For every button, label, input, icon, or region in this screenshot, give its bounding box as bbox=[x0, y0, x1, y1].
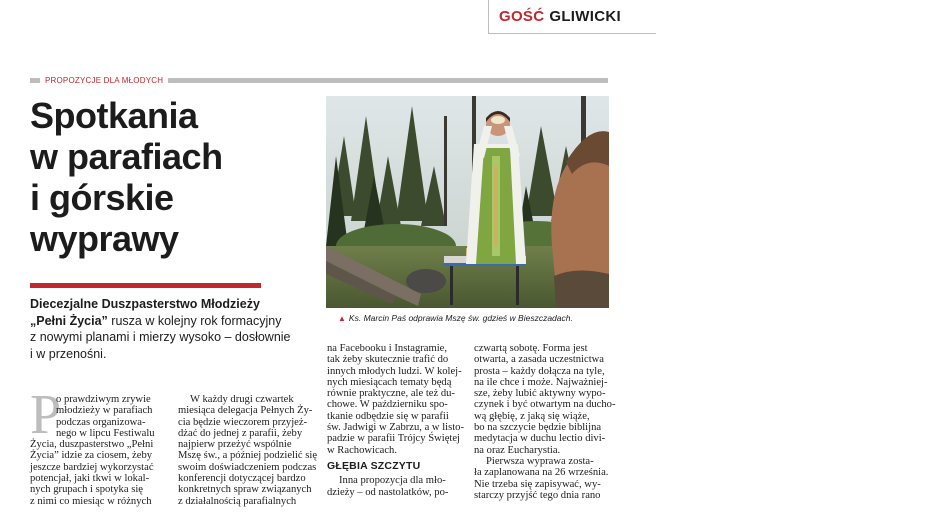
body-line: nych miesiącach tematy będą bbox=[327, 376, 452, 388]
body-line: tkanie odbędzie się w parafii bbox=[327, 410, 449, 422]
article-subhead: GŁĘBIA SZCZYTU bbox=[327, 459, 421, 472]
lead-paragraph bbox=[30, 296, 320, 362]
body-line: swoim doświadczeniem podczas bbox=[178, 461, 317, 473]
body-line: z działalnością parafialnych bbox=[178, 495, 297, 507]
body-line: dzieży – od nastolatków, po- bbox=[327, 486, 449, 498]
body-line: na Facebooku i Instagramie, bbox=[327, 343, 448, 354]
headline-rule bbox=[30, 283, 261, 288]
body-line: starczy przyjść tego dnia rano bbox=[474, 489, 601, 501]
body-line: najpierw przeżyć wspólnie bbox=[178, 439, 292, 451]
caption-text: Ks. Marcin Paś odprawia Mszę św. gdzieś w Bieszczadach. bbox=[348, 313, 573, 323]
lead-bold: „Pełni Życia” bbox=[30, 313, 108, 328]
body-line: miesiąca delegacja Pełnych Ży- bbox=[178, 405, 313, 417]
body-line: tak żeby skutecznie trafić do bbox=[327, 354, 449, 366]
article-column-1 bbox=[30, 394, 170, 507]
body-line: w Rachowicach. bbox=[327, 444, 398, 456]
body-line: nego w lipcu Festiwalu bbox=[56, 427, 155, 439]
body-line: otwarta, a zasada uczestnictwa bbox=[474, 354, 604, 366]
body-line: medytacja w duchu lectio divi- bbox=[474, 433, 606, 445]
body-line: czwartą sobotę. Forma jest bbox=[474, 343, 588, 354]
lead-text: rusza w kolejny rok formacyjny bbox=[107, 313, 282, 328]
headline-line: w parafiach bbox=[30, 136, 223, 177]
body-line: Inna propozycja dla mło- bbox=[339, 475, 446, 487]
body-line: nych grupach i spotyka się bbox=[30, 484, 143, 496]
body-line: konferencji dotyczącej bardzo bbox=[178, 473, 306, 485]
article-column-3 bbox=[327, 343, 467, 498]
body-line: potencjał, jaki tkwi w lokal- bbox=[30, 473, 150, 485]
body-line: czynek i być otwartym na ducho- bbox=[474, 399, 616, 411]
body-line: Nie trzeba się zapisywać, wy- bbox=[474, 478, 601, 490]
headline-line: Spotkania bbox=[30, 95, 198, 136]
body-line: Pierwsza wyprawa zosta- bbox=[486, 455, 594, 467]
body-line: prosta – każdy dołącza na tyle, bbox=[474, 365, 605, 377]
body-line: Mszę św., a później podzielić się bbox=[178, 450, 318, 462]
body-line: dżać do jednej z parafii, żeby bbox=[178, 427, 303, 439]
headline-line: wyprawy bbox=[30, 218, 179, 259]
masthead bbox=[488, 0, 656, 34]
section-rule-left bbox=[30, 78, 40, 83]
body-line: innych młodych ludzi. W kolej- bbox=[327, 365, 462, 377]
body-line: młodzieży w parafiach bbox=[56, 405, 153, 417]
body-line: podczas organizowa- bbox=[56, 416, 146, 428]
body-line: Życia” idzie za ciosem, żeby bbox=[30, 450, 153, 462]
photo-caption bbox=[338, 313, 610, 324]
lead-text: i w przenośni. bbox=[30, 346, 107, 361]
body-line: wą głębię, z jaką się wiąże, bbox=[474, 410, 590, 422]
article-column-2 bbox=[178, 394, 318, 507]
body-line: sze, żeby lubić aktywny wypo- bbox=[474, 388, 606, 400]
mass-in-forest-illustration bbox=[326, 96, 609, 308]
headline-line: i górskie bbox=[30, 177, 174, 218]
masthead-gosc: GOŚĆ bbox=[499, 8, 545, 25]
masthead-gliwicki: GLIWICKI bbox=[549, 8, 621, 25]
body-line: Życia, duszpasterstwo „Pełni bbox=[30, 439, 154, 451]
headline bbox=[30, 95, 310, 259]
caption-triangle-icon: ▲ bbox=[338, 314, 346, 323]
body-line: bo na szczycie będzie biblijna bbox=[474, 422, 602, 434]
body-line: ła zaplanowana na 26 września. bbox=[474, 467, 609, 479]
body-line: na ile chce i może. Najważniej- bbox=[474, 376, 608, 388]
body-line: padzie w parafii Trójcy Świętej bbox=[327, 433, 460, 445]
section-rule-right bbox=[168, 78, 608, 83]
lead-bold: Diecezjalne Duszpasterstwo Młodzieży bbox=[30, 297, 260, 311]
lead-text: z nowymi planami i mierzy wysoko – dosłownie bbox=[30, 330, 291, 344]
body-line: W każdy drugi czwartek bbox=[190, 394, 294, 405]
drop-cap: P bbox=[30, 384, 62, 446]
photo-credit-text: INSTAGRAM PEŁNI ŻYCIA bbox=[936, 334, 942, 400]
body-line: z nimi co miesiąc w różnych bbox=[30, 495, 152, 507]
body-line: jeszcze bardziej wykorzystać bbox=[30, 461, 154, 473]
body-line: św. Jadwigi w Zabrzu, a w listo- bbox=[327, 422, 465, 434]
body-line: na oraz Eucharystia. bbox=[474, 444, 561, 456]
section-label: PROPOZYCJE DLA MŁODYCH bbox=[45, 75, 164, 85]
article-column-4 bbox=[474, 343, 616, 501]
body-line: konkretnych spraw związanych bbox=[178, 484, 312, 496]
body-line: cia będzie wieczorem przyjeż- bbox=[178, 416, 308, 428]
photo-credit bbox=[928, 334, 942, 400]
section-bar bbox=[30, 75, 608, 85]
body-line: chowe. W październiku spo- bbox=[327, 399, 448, 411]
body-line: równie praktyczne, ale też du- bbox=[327, 388, 455, 400]
body-line: o prawdziwym zrywie bbox=[56, 394, 151, 405]
